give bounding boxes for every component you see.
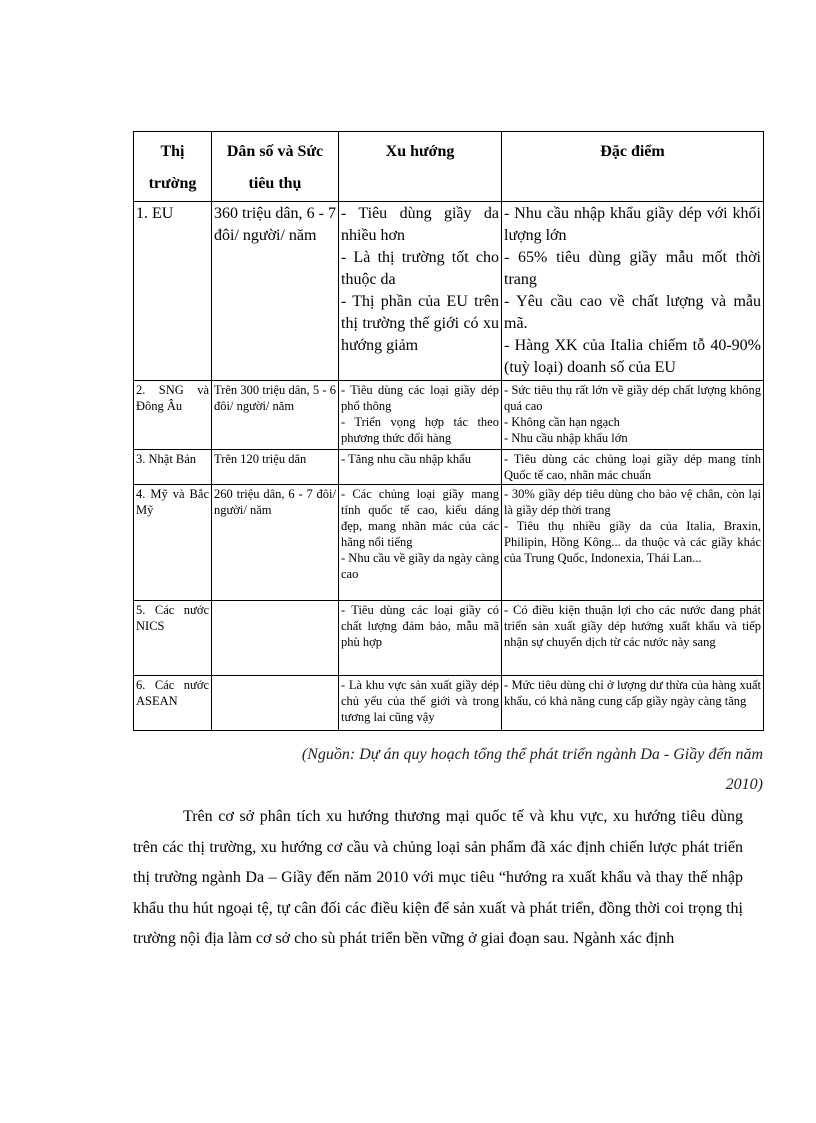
feature-item: - Nhu cầu nhập khẩu lớn [504,431,628,445]
source-caption [133,740,763,800]
feature-item: - Không cần hạn ngạch [504,415,620,429]
feature-item: - Nhu cầu nhập khẩu giầy dép với khối lượng lớn [504,205,761,244]
cell-population: 260 triệu dân, 6 - 7 đôi/ người/ năm [212,485,339,601]
cell-features [502,381,764,450]
cell-market: 4. Mỹ và Bắc Mỹ [134,485,212,601]
cell-trend [339,381,502,450]
cell-features [502,485,764,601]
trend-item: - Là khu vực sản xuất giầy dép chủ yếu của thế giới và trong tương lai cũng vậy [341,678,499,724]
cell-market: 5. Các nước NICS [134,601,212,676]
feature-item: - 30% giầy dép tiêu dùng cho bảo vệ chân, còn lại là giầy dép thời trang [504,487,761,517]
cell-population [212,601,339,676]
cell-trend [339,485,502,601]
source-line-1: (Nguồn: Dự án quy hoạch tổng thể phát triển ngành Da - Giầy đến năm [301,746,763,763]
trend-item: - Triển vọng hợp tác theo phương thức đổi hàng [341,415,499,445]
trend-item: - Là thị trường tốt cho thuộc da [341,249,499,288]
cell-features [502,601,764,676]
header-features: Đặc điểm [502,132,764,202]
table-row [134,676,764,731]
table-row [134,450,764,485]
cell-features [502,202,764,381]
header-population: Dân số và Sức tiêu thụ [212,132,339,202]
body-paragraph: Trên cơ sở phân tích xu hướng thương mại quốc tế và khu vực, xu hướng tiêu dùng trên các thị trường, xu hướng cơ cầu và chủng loại sản phẩm đã xác định chiến lược phát triển thị trường ngành Da – Giầy đến năm 2010 với mục tiêu “hướng ra xuất khẩu và thay thế nhập khẩu thu hút ngoại tệ, tự cân đối các điều kiện để sản xuất và phát triển, đồng thời coi trọng thị trường nội địa làm cơ sở cho sù phát triển bền vững ở giai đoạn sau. Ngành xác định [133,808,743,948]
feature-item: - Yêu cầu cao về chất lượng và mẫu mã. [504,293,761,332]
cell-market: 6. Các nước ASEAN [134,676,212,731]
source-line-2: 2010) [725,776,763,793]
cell-population: Trên 120 triệu dân [212,450,339,485]
trend-item: - Tiêu dùng các loại giầy dép phổ thông [341,383,499,413]
trend-item: - Tiêu dùng giầy da nhiều hơn [341,205,499,244]
market-table [133,131,764,731]
header-trend: Xu hướng [339,132,502,202]
cell-market: 1. EU [134,202,212,381]
cell-population: 360 triệu dân, 6 - 7 đôi/ người/ năm [212,202,339,381]
cell-trend [339,450,502,485]
feature-item: - Tiêu thụ nhiều giầy da của Italia, Braxin, Philipin, Hồng Kông... da thuộc và các giầy khác của Trung Quốc, Indonexia, Thái Lan... [504,519,761,565]
cell-trend [339,601,502,676]
feature-item: - Mức tiêu dùng chỉ ở lượng dư thừa của hàng xuất khẩu, có khả năng cung cấp giầy ngày càng tăng [504,678,761,708]
table-row [134,202,764,381]
table-header-row [134,132,764,202]
feature-item: - Hàng XK của Italia chiếm tỗ 40-90% (tuỳ loại) doanh số của EU [504,337,761,376]
trend-item: - Tiêu dùng các loại giầy có chất lượng đảm bảo, mẫu mã phù hợp [341,603,499,649]
trend-item: - Nhu cầu về giầy da ngày càng cao [341,551,499,581]
cell-market: 2. SNG và Đông Âu [134,381,212,450]
table-row [134,601,764,676]
feature-item: - Có điều kiện thuận lợi cho các nước đang phát triển sản xuất giầy dép hướng xuất khẩu và tiếp nhận sự chuyển dịch từ các nước này sang [504,603,761,649]
header-market: Thị trường [134,132,212,202]
cell-market: 3. Nhật Bản [134,450,212,485]
cell-trend [339,202,502,381]
table-row [134,381,764,450]
cell-population: Trên 300 triệu dân, 5 - 6 đôi/ người/ năm [212,381,339,450]
feature-item: - Tiêu dùng các chủng loại giầy dép mang tính Quốc tế cao, nhãn mác chuẩn [504,452,761,482]
feature-item: - 65% tiêu dùng giầy mẫu mốt thời trang [504,249,761,288]
cell-features [502,450,764,485]
trend-item: - Tăng nhu cầu nhập khẩu [341,452,471,466]
cell-trend [339,676,502,731]
cell-features [502,676,764,731]
cell-population [212,676,339,731]
feature-item: - Sức tiêu thụ rất lớn về giầy dép chất lượng không quá cao [504,383,761,413]
trend-item: - Thị phần của EU trên thị trường thế giới có xu hướng giảm [341,293,499,354]
trend-item: - Các chủng loại giầy mang tính quốc tế cao, kiểu dáng đẹp, mang nhãn mác của các hãng nổi tiếng [341,487,499,549]
table-row [134,485,764,601]
